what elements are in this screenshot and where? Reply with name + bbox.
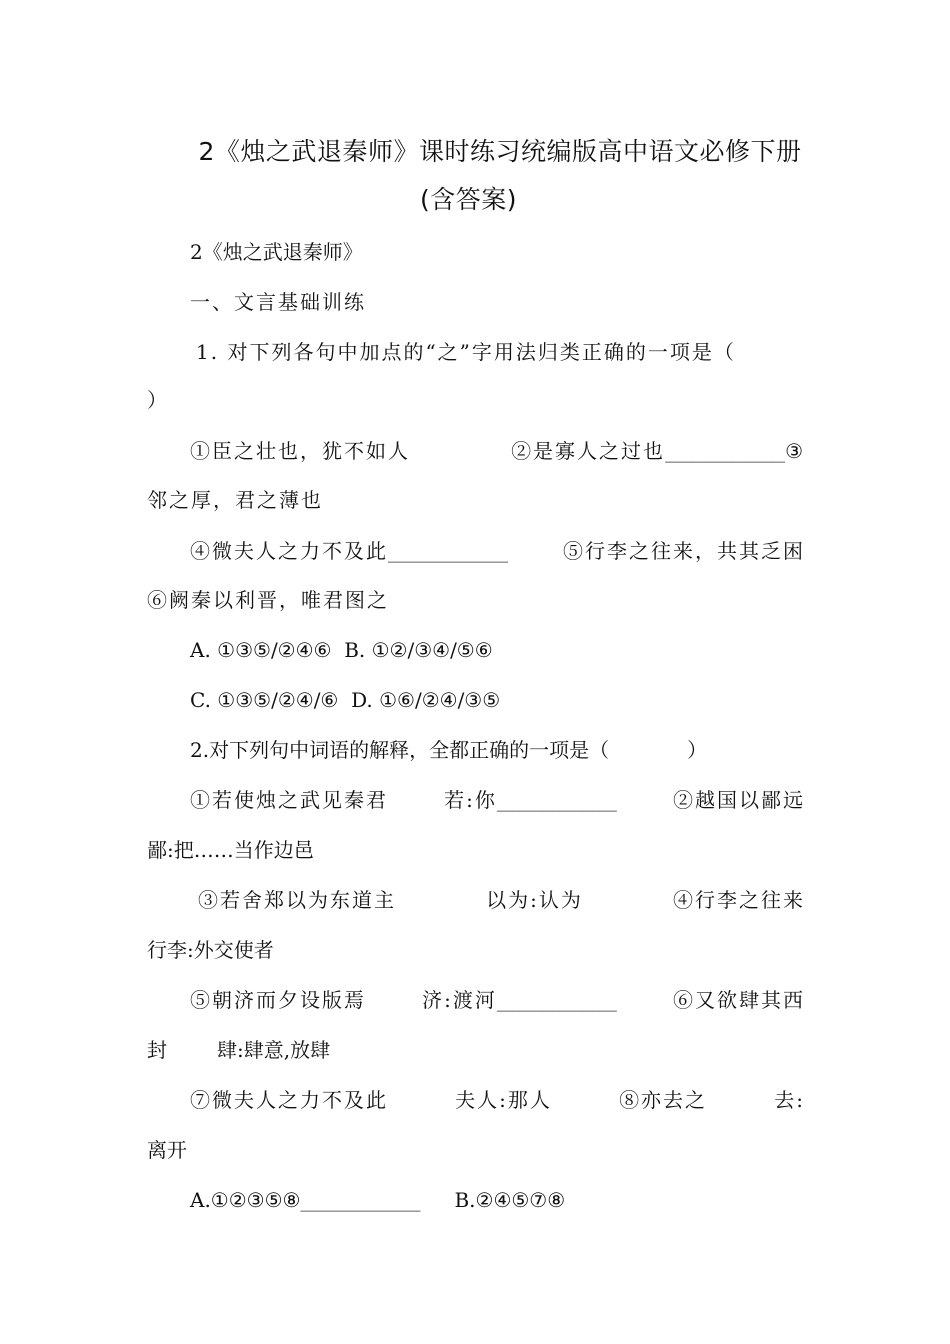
q2-option-b: B.②④⑤⑦⑧ [454,1188,566,1212]
q1-option-c: C. ①③⑤/②④/⑥ [190,688,339,712]
question-1-stem-end: ） [147,388,167,412]
question-1-stem: 1. 对下列各句中加点的“之”字用法归类正确的一项是（ [196,340,736,364]
q1-item-4-group [190,537,508,565]
q2-item-6-cont: 封 [147,1038,167,1062]
q2-item-8-gloss-b: 离开 [147,1138,187,1162]
lesson-subtitle: 2《烛之武退秦师》 [190,240,363,264]
q2-item-6: ⑥又欲肆其西 [673,988,805,1012]
q1-options-row1 [190,636,493,664]
q1-item-1: ①臣之壮也，犹不如人 [190,439,410,463]
q2-item-3-gloss: 以为:认为 [486,888,583,912]
blank-line: ____________ [300,1188,421,1212]
blank-line: ____________ [496,988,617,1012]
q2-item-1-gloss: 若:你 [444,788,497,812]
q1-option-d: D. ①⑥/②④/③⑤ [351,688,501,712]
q2-item-7-gloss: 夫人:那人 [455,1088,552,1112]
question-2-items-row4 [190,1086,805,1114]
blank-line: ____________ [388,539,508,563]
q1-item-4: ④微夫人之力不及此 [190,539,388,563]
question-2-stem-end: ） [687,738,708,762]
q2-item-6-cont-group [147,1036,330,1064]
q1-item-3-text: 邻之厚，君之薄也 [147,488,323,512]
q2-options-row1 [190,1186,565,1214]
q2-item-6-gloss: 肆:肆意,放肆 [217,1038,331,1062]
q1-options-row2 [190,686,500,714]
q2-item-5-gloss-group [422,986,617,1014]
q2-item-7: ⑦微夫人之力不及此 [190,1088,388,1112]
q2-item-1: ①若使烛之武见秦君 [190,788,388,812]
q2-item-1-gloss-group [444,786,617,814]
blank-line: ____________ [665,439,786,463]
q2-item-2-gloss: 鄙:把……当作边邑 [147,838,314,862]
document-title: 2《烛之武退秦师》课时练习统编版高中语文必修下册 [198,137,802,166]
q2-option-a: A.①②③⑤⑧ [190,1188,301,1212]
q1-item-3-mark: ③ [785,439,805,463]
q2-item-3: ③若舍郑以为东道主 [198,888,396,912]
q2-item-5: ⑤朝济而夕设版焉 [190,988,366,1012]
q1-item-6: ⑥阙秦以利晋，唯君图之 [147,588,389,612]
document-title-suffix: (含答案) [420,185,518,214]
q2-item-4: ④行李之往来 [673,888,805,912]
question-1-items-row2 [190,537,805,565]
question-2-stem: 2.对下列句中词语的解释，全都正确的一项是（ [190,738,610,762]
q2-item-8: ⑧亦去之 [619,1088,708,1112]
question-2-items-row2 [198,886,805,914]
q2-item-2: ②越国以鄙远 [673,788,805,812]
question-2-items-row1 [190,786,805,814]
blank-line: ____________ [496,788,617,812]
q2-item-5-gloss: 济:渡河 [422,988,497,1012]
question-2-items-row3 [190,986,805,1014]
q1-option-b: B. ①②/③④/⑤⑥ [344,638,493,662]
section-heading: 一、文言基础训练 [190,290,366,314]
q1-item-2: ②是寡人之过也 [511,439,666,463]
q2-item-8-gloss-a: 去: [774,1088,805,1112]
question-2-stem-group [190,736,707,764]
q1-option-a: A. ①③⑤/②④⑥ [190,638,332,662]
q1-item-2-group [511,437,805,465]
q2-item-4-gloss: 行李:外交使者 [147,938,274,962]
q1-item-5: ⑤行李之往来，共其乏困 [563,539,805,563]
question-1-items-row1 [190,437,805,465]
